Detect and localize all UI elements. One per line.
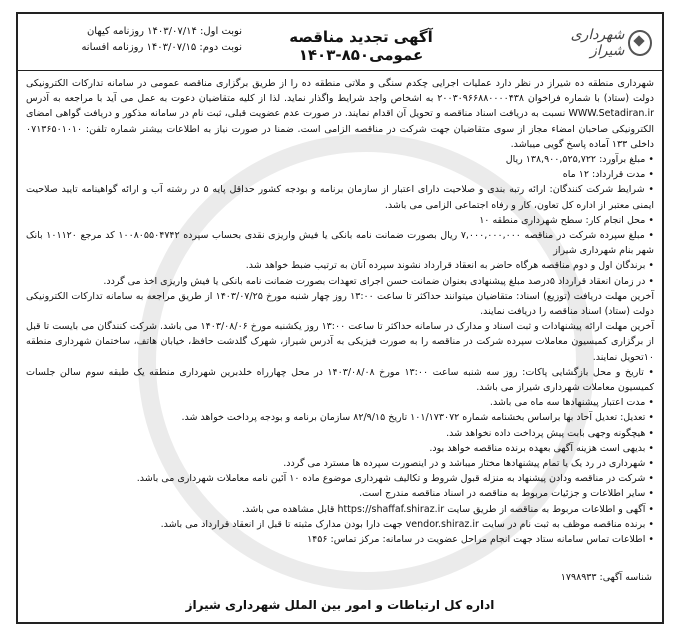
price-adjustment: • تعدیل: تعدیل آحاد بها براساس بخشنامه شماره ۱۰۱/۱۷۳۰۷۲ تاریخ ۸۲/۹/۱۵ سازمان برنامه و بودجه پرداخت خواهد شد. [26, 410, 654, 425]
publish-second: نوبت دوم: ۱۴۰۳/۰۷/۱۵ روزنامه افسانه [81, 42, 242, 53]
ad-id: شناسه آگهی: ۱۷۹۸۹۳۳ [560, 572, 652, 583]
ad-header [18, 14, 662, 71]
participation-acceptance: • شرکت در مناقصه ودادن پیشنهاد به منزله قبول شروط و تکالیف شهرداری موضوع ماده ۱۰ آئین نامه معاملات شهرداری می باشد. [26, 471, 654, 486]
ad-body [26, 76, 654, 547]
logo-text: شهرداری شیراز [570, 27, 625, 59]
setad-contact: • اطلاعات تماس سامانه ستاد جهت انجام مراحل عضویت در سامانه: مرکز تماس: ۱۴۵۶ [26, 532, 654, 547]
contract-duration: • مدت قرارداد: ۱۲ ماه [26, 167, 654, 182]
deposit-amount: • مبلغ سپرده شرکت در مناقصه ۷,۰۰۰,۰۰۰,۰۰۰ ریال بصورت ضمانت نامه بانکی یا فیش واریزی نقدی بحساب سپرده ۱۰۰۸۰۵۵۰۴۷۴۲ کد مرجع ۱۰۱۱۲۰ بانک شهر بنام شهرداری شیراز [26, 228, 654, 258]
intro-paragraph: شهرداری منطقه ده شیراز در نظر دارد عملیات اجرایی چکدم سنگی و ملاتی منطقه ده را از طریق برگزاری مناقصه عمومی در سامانه تدارکات الکترونیکی دولت (ستاد) با شماره فراخوان ۲۰۰۳۰۹۶۶۸۸۰۰۰۰۴۳۸ به اشخاص واجد شرایط واگذار نماید. لذا از کلیه متقاضیان دعوت به عمل می آید با مراجعه به آدرس WWW.Setadiran.ir نسبت به دریافت اسناد مناقصه و تحویل آن اقدام نمایند. در صورت عدم عضویت قبلی، ثبت نام در سامانه مذکور و دریافت گواهی امضای الکترونیکی صاحبان امضاء مجاز از سوی متقاضیان جهت شرکت در مناقصه الزامی است. ضمنا در صورت نیاز به اطلاعات بیشتر شماره تلفن: ۰۷۱۳۶۵۰۱۰۱۰ داخلی ۱۳۳ آماده پاسخ گویی میباشد. [26, 78, 654, 150]
participant-conditions: • شرایط شرکت کنندگان: ارائه رتبه بندی و صلاحیت دارای اعتبار از سازمان برنامه و بودجه کشور حداقل پایه ۵ در رشته آب و ارائه گواهینامه تایید صلاحیت ایمنی معتبر از اداره کل تعاون، کار و رفاه اجتماعی الزامی می باشد. [26, 182, 654, 212]
publish-info [32, 24, 242, 56]
shiraz-municipality-logo [542, 28, 652, 58]
document-deadline: آخرین مهلت دریافت (توزیع) اسناد: متقاضیان میتوانند حداکثر تا ساعت ۱۳:۰۰ روز چهار شنبه مورخ ۱۴۰۳/۰۷/۲۵ از طریق مراجعه به سامانه تدارکات الکترونیکی دولت (ستاد) اسناد مناقصه را دریافت نمایند. [26, 290, 654, 318]
ad-frame [16, 12, 664, 624]
publish-first: نوبت اول: ۱۴۰۳/۰۷/۱۴ روزنامه کیهان [86, 26, 242, 37]
signature: اداره کل ارتباطات و امور بین الملل شهرداری شیراز [185, 598, 495, 612]
proposal-validity: • مدت اعتبار پیشنهادها سه ماه می باشد. [26, 395, 654, 410]
estimate-amount: • مبلغ برآورد: ۱۳۸,۹۰۰,۵۲۵,۷۲۲ ریال [26, 152, 654, 167]
vendor-registration: • برنده مناقصه موظف به ثبت نام در سایت vendor.shiraz.ir جهت دارا بودن مدارک مثبته تا قبل از انعقاد قرارداد می باشد. [26, 517, 654, 532]
more-details: • سایر اطلاعات و جزئیات مربوط به مناقصه در اسناد مناقصه مندرج است. [26, 486, 654, 501]
rejection-right: • شهرداری در رد یک یا تمام پیشنهادها مختار میباشد و در اینصورت سپرده ها مسترد می گردد. [26, 456, 654, 471]
ad-cost-note: • بدیهی است هزینه آگهی بعهده برنده مناقصه خواهد بود. [26, 441, 654, 456]
performance-guarantee: • در زمان انعقاد قرارداد ۵درصد مبلغ پیشنهادی بعنوان ضمانت حسن اجرای تعهدات بصورت ضمانت نامه بانکی یا فیش واریزی اخذ می گردد. [26, 274, 654, 289]
work-location: • محل انجام کار: سطح شهرداری منطقه ۱۰ [26, 213, 654, 228]
logo-icon [628, 30, 652, 56]
shaffaf-link-note: • آگهی و اطلاعات مربوط به مناقصه از طریق سایت https://shaffaf.shiraz.ir قابل مشاهده می باشد. [26, 502, 654, 517]
ad-title: آگهی تجدید مناقصه عمومی۸۵۰-۱۴۰۳ [289, 28, 433, 64]
opening-date-place: • تاریخ و محل بازگشایی پاکات: روز سه شنبه ساعت ۱۳:۰۰ مورخ ۱۴۰۳/۰۸/۰۸ در محل چهارراه خلدبرین شهرداری منطقه یک طبقه سوم سالن جلسات کمیسیون معاملات شهرداری شیراز می باشد. [26, 365, 654, 395]
no-prepayment: • هیچگونه وجهی بابت پیش پرداخت داده نخواهد شد. [26, 426, 654, 441]
winner-deposit-note: • برندگان اول و دوم مناقصه هرگاه حاضر به انعقاد قرارداد نشوند سپرده آنان به ترتیب ضبط خواهد شد. [26, 258, 654, 273]
submission-deadline: آخرین مهلت ارائه پیشنهادات و ثبت اسناد و مدارک در سامانه حداکثر تا ساعت ۱۳:۰۰ روز یکشنبه مورخ ۱۴۰۳/۰۸/۰۶ می باشد. شرکت کنندگان می بایست تا قبل از برگزاری کمیسیون معاملات سپرده شرکت در مناقصه را به صورت فیزیکی به آدرس شیراز، شهرک گلدشت حافظ، خیابان هاتف، ساختمان شهرداری منطقه ۱۰تحویل نمایند. [26, 321, 654, 363]
